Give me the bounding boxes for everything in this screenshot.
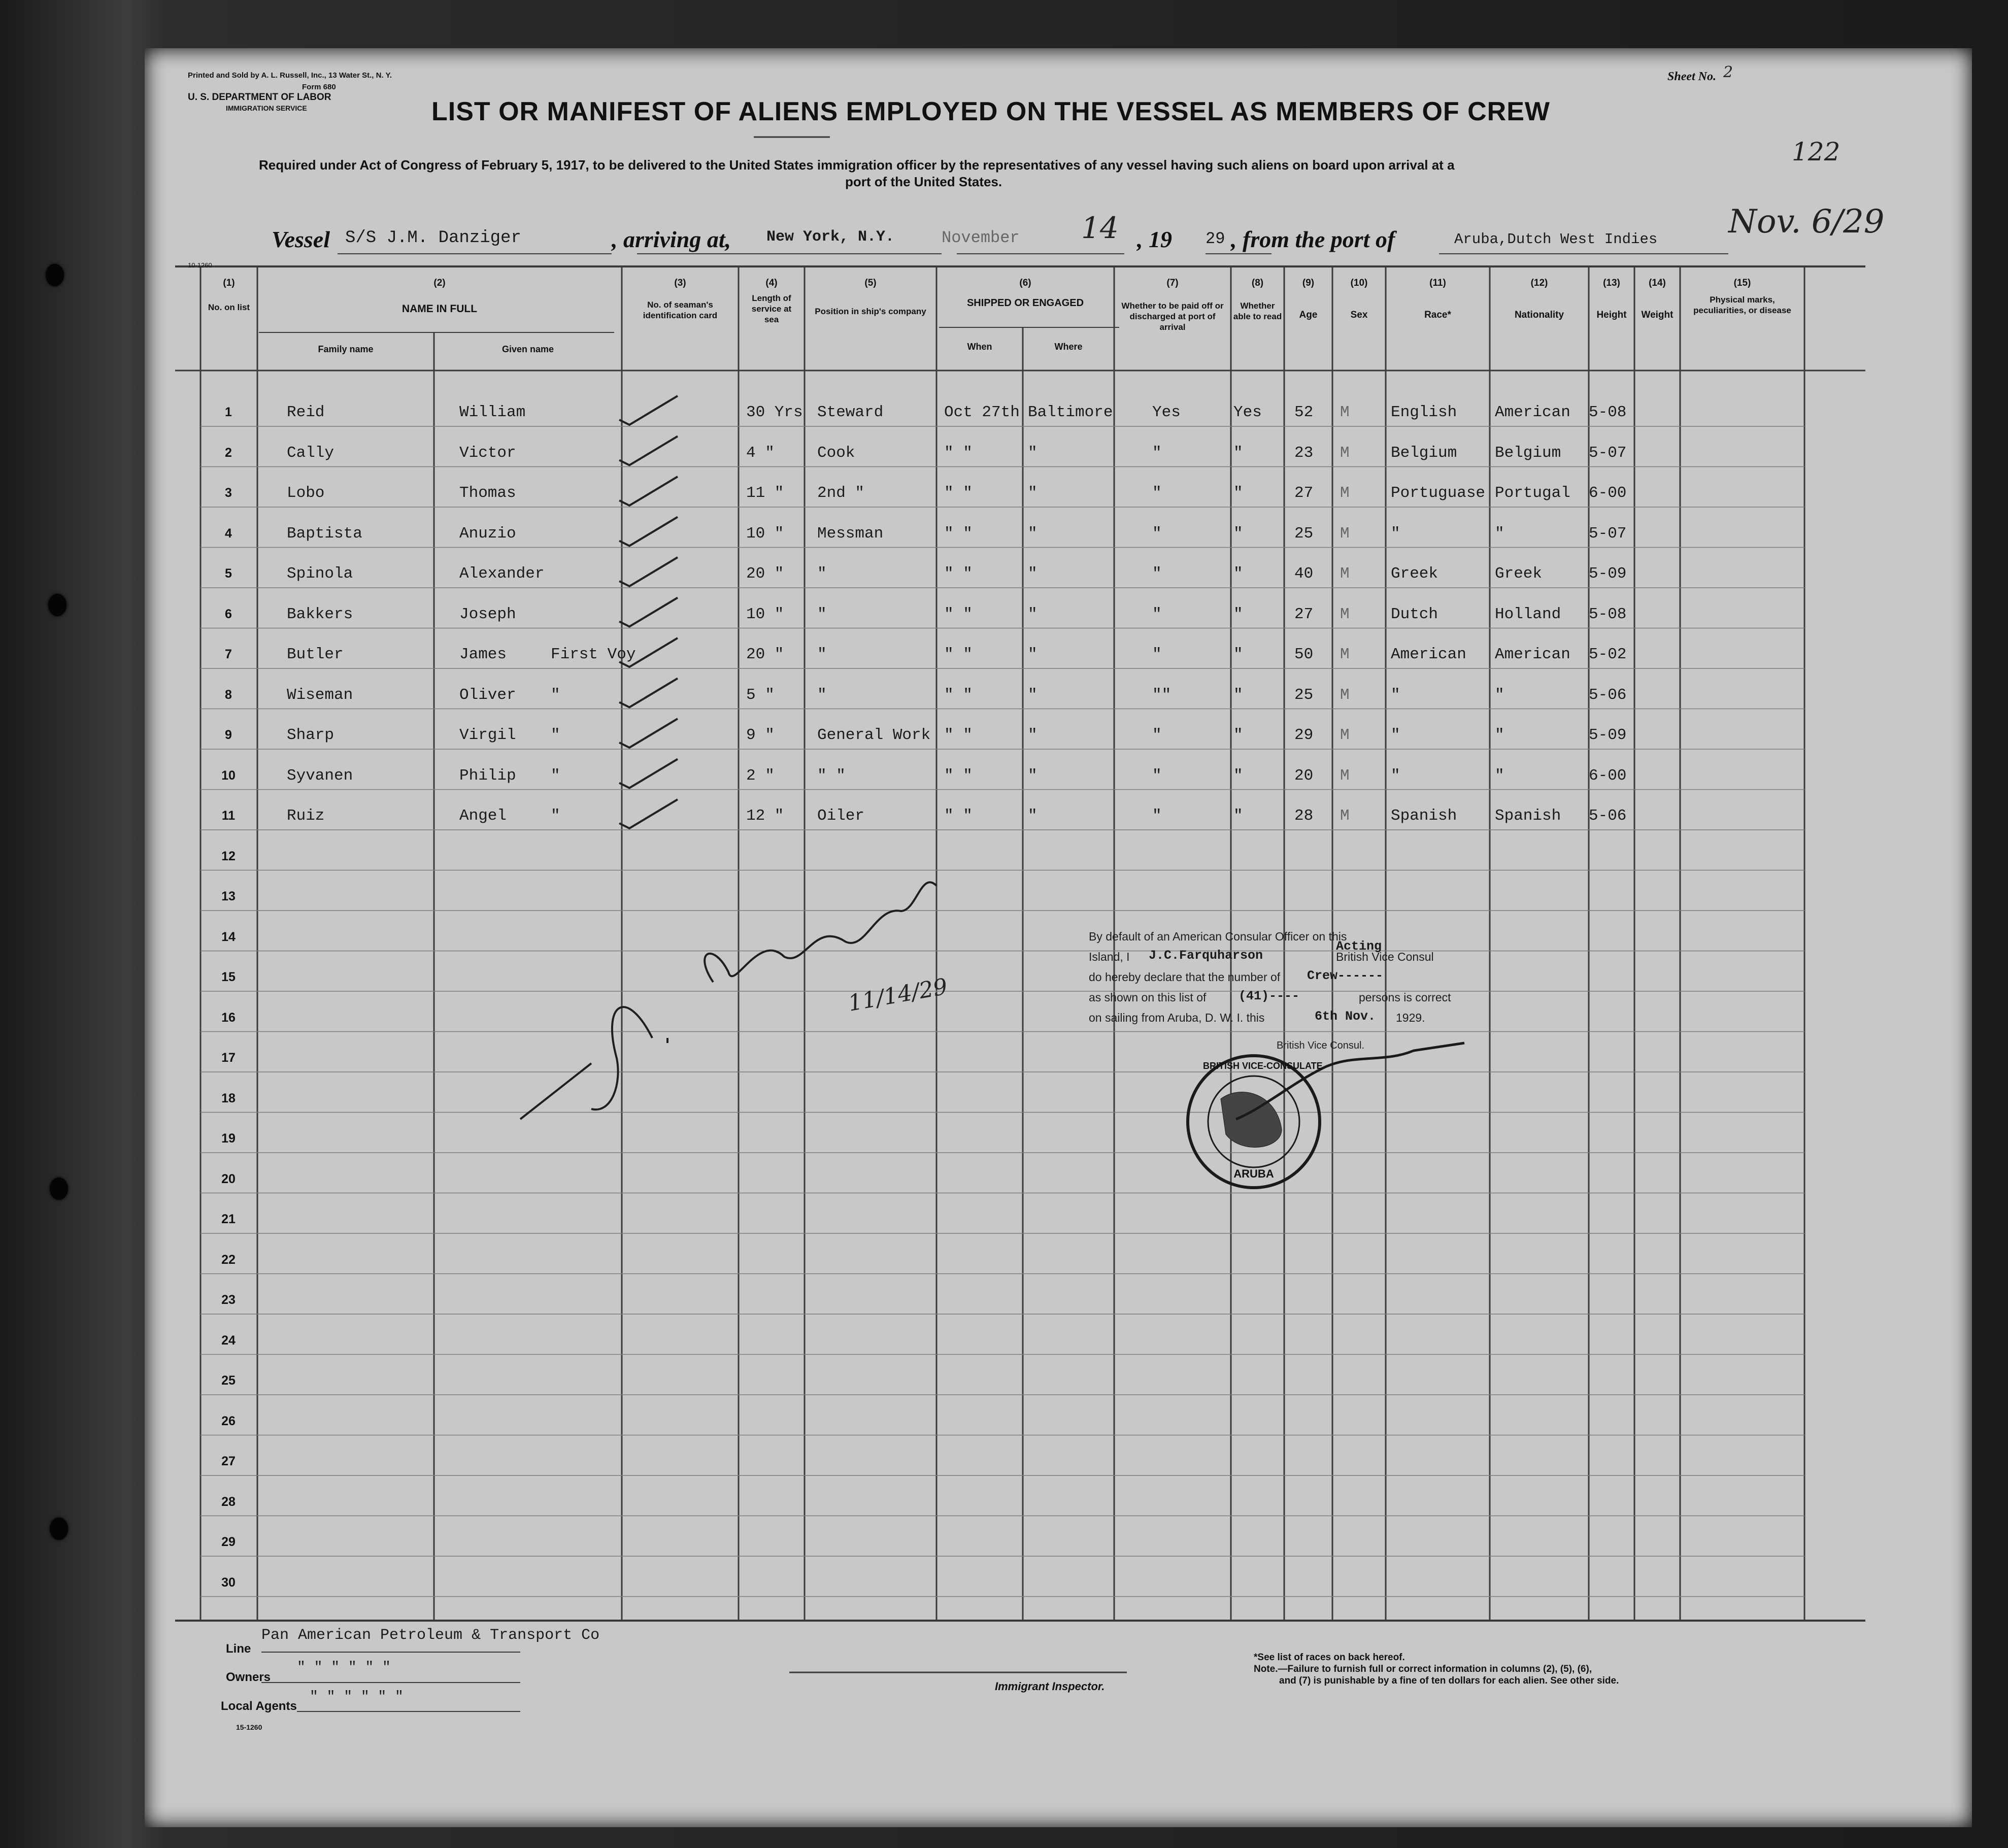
declaration-line-4: as shown on this list of (1089, 991, 1207, 1004)
cell-note: " (551, 686, 560, 704)
col-3-header: No. of seaman's identification card (643, 300, 718, 320)
cell-age: 25 (1294, 686, 1314, 704)
col-1-number: (1) (223, 278, 235, 288)
declaration-line-1: By default of an American Consular Officer on this (1089, 930, 1347, 943)
cell-given: Joseph (459, 605, 516, 623)
cell-nationality: Spanish (1495, 807, 1561, 825)
cell-family: Syvanen (287, 766, 353, 785)
row-number: 1 (225, 405, 232, 419)
declaration-signer-title: British Vice Consul. (1277, 1040, 1365, 1051)
cell-nationality: " (1495, 686, 1504, 704)
declaration-crew: Crew------ (1307, 968, 1384, 983)
cell-position: General Work (817, 726, 931, 744)
printer-line: Printed and Sold by A. L. Russell, Inc., 13 Water St., N. Y. (188, 71, 392, 80)
check-mark (619, 396, 678, 425)
cell-given: Angel (459, 807, 507, 825)
cell-position: " (817, 605, 827, 623)
cell-when: " " (944, 646, 973, 663)
cell-family: Butler (287, 646, 344, 663)
cell-family: Bakkers (287, 605, 353, 623)
cell-nationality: Belgium (1495, 444, 1561, 462)
row-number: 22 (221, 1252, 236, 1267)
cell-read: " (1233, 686, 1243, 704)
cell-height: 5-06 (1589, 686, 1627, 704)
cell-paid: " (1152, 484, 1162, 502)
cell-position: Steward (817, 404, 884, 421)
cell-height: 5-08 (1589, 605, 1627, 623)
cell-height: 5-09 (1589, 565, 1627, 583)
col-6-number: (6) (1019, 278, 1031, 288)
cell-sex: M (1340, 766, 1350, 785)
inspector-date: 11/14/29 (846, 973, 950, 1017)
cell-sex: M (1340, 444, 1350, 462)
declaration-consul-title: British Vice Consul (1336, 950, 1434, 963)
row-number: 15 (221, 970, 236, 984)
cell-paid: " (1152, 646, 1162, 663)
cell-sex: M (1340, 686, 1350, 704)
col-12-number: (12) (1530, 278, 1548, 288)
cell-length: 10 " (746, 605, 784, 623)
cell-length: 20 " (746, 565, 784, 583)
cell-race: Greek (1391, 565, 1438, 583)
check-mark (619, 598, 678, 627)
check-mark (619, 719, 678, 748)
form-code-bottom: 15-1260 (236, 1723, 262, 1731)
cell-sex: M (1340, 646, 1350, 663)
row-number: 9 (225, 728, 232, 742)
col-12-header: Nationality (1514, 310, 1564, 320)
col-2-number: (2) (433, 278, 446, 288)
check-mark (619, 679, 678, 708)
col-10-header: Sex (1350, 310, 1368, 320)
cell-given: Virgil (459, 726, 516, 744)
cell-read: " (1233, 565, 1243, 583)
cell-position: " (817, 646, 827, 663)
cell-height: 5-09 (1589, 726, 1627, 744)
row-number: 5 (225, 566, 232, 581)
cell-given: Thomas (459, 484, 516, 502)
footer-line-label: Line (226, 1642, 251, 1656)
col-15-number: (15) (1733, 278, 1751, 288)
consul-acting: Acting (1336, 939, 1382, 954)
cell-when: " " (944, 726, 973, 744)
cell-nationality: American (1495, 646, 1570, 663)
subtitle-line-2: port of the United States. (845, 174, 1002, 189)
cell-when: " " (944, 807, 973, 825)
cell-sex: M (1340, 484, 1350, 502)
arrival-year: 29 (1206, 229, 1225, 248)
cell-length: 10 " (746, 524, 784, 543)
binder-hole (50, 1178, 68, 1200)
footer-race-note: *See list of races on back hereof. (1254, 1652, 1405, 1663)
subtitle-line-1: Required under Act of Congress of February 5, 1917, to be delivered to the United States immigration officer by the representatives of any vessel having such aliens on board upon arrival at a (259, 157, 1455, 173)
col-5-header: Position in ship's company (815, 307, 926, 316)
col-7-header: Whether to be paid off or discharged at port of arrival (1121, 301, 1224, 332)
cell-race: Portuguase (1391, 484, 1486, 502)
immigrant-inspector-label: Immigrant Inspector. (995, 1680, 1105, 1693)
cell-age: 52 (1294, 404, 1314, 421)
col-13-header: Height (1596, 310, 1627, 320)
cell-when: " " (944, 565, 973, 583)
seal-top-text: BRITISH VICE-CONSULATE (1203, 1061, 1323, 1071)
col-14-header: Weight (1641, 310, 1674, 320)
footer-agents-value: " " " " " " (310, 1689, 404, 1705)
form-number: Form 680 (302, 83, 336, 91)
row-number: 16 (221, 1010, 236, 1025)
cell-height: 6-00 (1589, 484, 1627, 502)
row-number: 28 (221, 1494, 236, 1509)
row-number: 6 (225, 607, 232, 621)
cell-paid: " (1152, 726, 1162, 744)
cell-race: American (1391, 646, 1466, 663)
cell-read: " (1233, 766, 1243, 785)
footer-owners-value: " " " " " " (297, 1660, 391, 1675)
row-number: 30 (221, 1575, 236, 1590)
cell-family: Cally (287, 444, 334, 462)
cell-length: 4 " (746, 444, 775, 462)
row-number: 8 (225, 687, 232, 702)
arriving-label: , arriving at, (612, 226, 731, 252)
declaration-line-5: on sailing from Aruba, D. W. I. this (1089, 1011, 1265, 1024)
cell-nationality: American (1495, 404, 1570, 421)
cell-nationality: " (1495, 524, 1504, 543)
cell-height: 5-06 (1589, 807, 1627, 825)
cell-nationality: " (1495, 766, 1504, 785)
cell-age: 29 (1294, 726, 1314, 744)
cell-height: 6-00 (1589, 766, 1627, 785)
declaration-count: (41)---- (1239, 989, 1300, 1003)
cell-read: " (1233, 444, 1243, 462)
cell-height: 5-02 (1589, 646, 1627, 663)
cell-age: 50 (1294, 646, 1314, 663)
cell-given: Victor (459, 444, 516, 462)
cell-note: " (551, 807, 560, 825)
consul-name: J.C.Farquharson (1149, 948, 1263, 963)
cell-race: Belgium (1391, 444, 1457, 462)
col-2-header: NAME IN FULL (401, 303, 478, 315)
declaration-persons: persons is correct (1359, 991, 1451, 1004)
col-13-number: (13) (1603, 278, 1620, 288)
cell-age: 23 (1294, 444, 1314, 462)
cell-where: Baltimore (1028, 404, 1113, 421)
row-number: 21 (221, 1212, 236, 1226)
col-4-number: (4) (765, 278, 778, 288)
cell-note: " (551, 726, 560, 744)
row-number: 19 (221, 1131, 236, 1146)
inspector-signature (744, 921, 749, 922)
cell-age: 27 (1294, 484, 1314, 502)
row-number: 4 (225, 526, 232, 541)
sheet-number: 2 (1723, 63, 1733, 81)
cell-height: 5-08 (1589, 404, 1627, 421)
cell-paid: " (1152, 605, 1162, 623)
cell-where: " (1028, 646, 1038, 663)
binder-hole (46, 264, 64, 286)
cell-where: " (1028, 686, 1038, 704)
declaration-date: 6th Nov. (1315, 1009, 1376, 1024)
cell-height: 5-07 (1589, 444, 1627, 462)
cell-race: " (1391, 686, 1400, 704)
cell-sex: M (1340, 565, 1350, 583)
cell-age: 40 (1294, 565, 1314, 583)
check-mark (619, 759, 678, 788)
col-10-number: (10) (1350, 278, 1368, 288)
cell-family: Baptista (287, 524, 362, 543)
year-prefix: , 19 (1137, 226, 1172, 252)
cell-length: 20 " (746, 646, 784, 663)
cell-when: " " (944, 686, 973, 704)
cell-height: 5-07 (1589, 524, 1627, 543)
cell-race: Spanish (1391, 807, 1457, 825)
cell-where: " (1028, 484, 1038, 502)
cell-nationality: Portugal (1495, 484, 1570, 502)
cell-paid: " (1152, 565, 1162, 583)
cell-position: " (817, 565, 827, 583)
cell-paid: Yes (1152, 404, 1181, 421)
declaration-year: 1929. (1396, 1011, 1425, 1024)
cell-family: Spinola (287, 565, 353, 583)
cell-read: " (1233, 484, 1243, 502)
cell-paid: "" (1152, 686, 1172, 704)
cell-where: " (1028, 766, 1038, 785)
row-number: 7 (225, 647, 232, 661)
vessel-label: Vessel (272, 226, 330, 252)
binder-hole (50, 1518, 68, 1540)
col-11-header: Race* (1424, 310, 1451, 320)
cell-length: 9 " (746, 726, 775, 744)
cell-age: 27 (1294, 605, 1314, 623)
cell-where: " (1028, 807, 1038, 825)
cell-read: " (1233, 646, 1243, 663)
cell-nationality: Greek (1495, 565, 1543, 583)
cell-position: " " (817, 766, 846, 785)
arrival-month: November (942, 228, 1020, 247)
from-port: Aruba,Dutch West Indies (1454, 231, 1658, 248)
cell-sex: M (1340, 726, 1350, 744)
cell-note: " (551, 766, 560, 785)
cell-position: " (817, 686, 827, 704)
col-9-number: (9) (1302, 278, 1315, 288)
cell-length: 30 Yrs (746, 404, 803, 421)
col-2-family: Family name (318, 344, 374, 354)
cell-when: " " (944, 484, 973, 502)
vessel-name: S/S J.M. Danziger (345, 228, 521, 248)
service: IMMIGRATION SERVICE (226, 104, 307, 112)
cell-family: Sharp (287, 726, 334, 744)
footer-line-value: Pan American Petroleum & Transport Co (261, 1627, 600, 1644)
row-number: 26 (221, 1414, 236, 1428)
row-number: 27 (221, 1454, 236, 1468)
cell-when: " " (944, 605, 973, 623)
row-number: 20 (221, 1171, 236, 1186)
check-mark (619, 436, 678, 465)
footer-note-1: Note.—Failure to furnish full or correct information in columns (2), (5), (6), (1254, 1664, 1592, 1674)
cell-paid: " (1152, 524, 1162, 543)
row-number: 3 (225, 486, 232, 500)
row-number: 25 (221, 1373, 236, 1388)
footer-note-2: and (7) is punishable by a fine of ten dollars for each alien. See other side. (1279, 1675, 1619, 1686)
cell-race: " (1391, 766, 1400, 785)
col-15-header: Physical marks, peculiarities, or disease (1693, 295, 1791, 315)
col-14-number: (14) (1649, 278, 1666, 288)
cell-sex: M (1340, 605, 1350, 623)
cell-position: Cook (817, 444, 855, 462)
col-6-where: Where (1054, 342, 1083, 352)
cell-when: Oct 27th (944, 404, 1020, 421)
cell-length: 11 " (746, 484, 784, 502)
cell-length: 2 " (746, 766, 775, 785)
col-5-number: (5) (864, 278, 877, 288)
col-6-when: When (967, 342, 992, 352)
row-number: 23 (221, 1293, 236, 1307)
cell-read: " (1233, 605, 1243, 623)
row-number: 17 (221, 1051, 236, 1065)
cell-when: " " (944, 444, 973, 462)
cell-position: 2nd " (817, 484, 865, 502)
cell-race: English (1391, 404, 1457, 421)
cell-read: " (1233, 807, 1243, 825)
cell-where: " (1028, 726, 1038, 744)
cell-length: 5 " (746, 686, 775, 704)
form-title: LIST OR MANIFEST OF ALIENS EMPLOYED ON THE VESSEL AS MEMBERS OF CREW (431, 97, 1550, 126)
cell-given: William (459, 404, 526, 421)
declaration-line-3: do hereby declare that the number of (1089, 970, 1281, 984)
cell-nationality: Holland (1495, 605, 1561, 623)
cell-age: 28 (1294, 807, 1314, 825)
binder-hole (48, 594, 66, 616)
footer-owners-label: Owners (226, 1670, 271, 1684)
cell-given: Oliver (459, 686, 516, 704)
arrival-day: 14 (1081, 211, 1119, 245)
cell-where: " (1028, 524, 1038, 543)
cell-paid: " (1152, 807, 1162, 825)
cell-sex: M (1340, 807, 1350, 825)
col-11-number: (11) (1429, 278, 1446, 288)
col-1-header: No. on list (208, 303, 250, 312)
col-8-number: (8) (1251, 278, 1264, 288)
check-mark (619, 517, 678, 546)
col-7-number: (7) (1166, 278, 1179, 288)
row-number: 14 (221, 929, 236, 944)
col-9-header: Age (1299, 310, 1318, 320)
cell-read: " (1233, 524, 1243, 543)
cell-read: " (1233, 726, 1243, 744)
cell-paid: " (1152, 444, 1162, 462)
manifest-sheet (145, 48, 1972, 1827)
cell-family: Reid (287, 404, 325, 421)
cell-when: " " (944, 524, 973, 543)
declaration-island: Island, I (1089, 950, 1130, 963)
check-mark (619, 477, 678, 506)
row-number: 12 (221, 849, 236, 863)
form-code-top: 10-1260 (188, 261, 212, 269)
footer-agents-label: Local Agents (221, 1699, 297, 1713)
cell-where: " (1028, 605, 1038, 623)
check-mark (619, 799, 678, 828)
col-2-given: Given name (501, 344, 554, 354)
row-number: 11 (221, 809, 236, 823)
row-number: 2 (225, 445, 232, 460)
col-3-number: (3) (674, 278, 686, 288)
cell-age: 25 (1294, 524, 1314, 543)
cell-nationality: " (1495, 726, 1504, 744)
page-number: 122 (1792, 137, 1840, 166)
col-4-header: Length of service at sea (751, 293, 792, 324)
cell-race: Dutch (1391, 605, 1438, 623)
cell-given: Philip (459, 766, 516, 785)
department: U. S. DEPARTMENT OF LABOR (188, 92, 331, 103)
cell-family: Lobo (287, 484, 325, 502)
cell-length: 12 " (746, 807, 784, 825)
row-number: 24 (221, 1333, 236, 1348)
cell-read: Yes (1233, 404, 1262, 421)
row-number: 13 (221, 889, 236, 903)
col-6-header: SHIPPED OR ENGAGED (966, 297, 1084, 309)
cell-family: Wiseman (287, 686, 353, 704)
cell-sex: M (1340, 524, 1350, 543)
cell-position: Oiler (817, 807, 865, 825)
cell-given: Alexander (459, 565, 545, 583)
sheet-label: Sheet No. (1667, 70, 1716, 83)
row-number: 29 (221, 1535, 236, 1549)
handwritten-departure-date: Nov. 6/29 (1728, 203, 1885, 241)
cell-sex: M (1340, 404, 1350, 421)
cell-given: James (459, 646, 507, 663)
seal-bottom-text: ARUBA (1233, 1167, 1274, 1180)
cell-family: Ruiz (287, 807, 325, 825)
cell-age: 20 (1294, 766, 1314, 785)
cell-paid: " (1152, 766, 1162, 785)
cell-race: " (1391, 726, 1400, 744)
row-number: 18 (221, 1091, 236, 1105)
check-mark (619, 557, 678, 586)
from-port-label: , from the port of (1231, 226, 1395, 252)
row-number: 10 (221, 768, 236, 783)
cell-note: First Voy (551, 646, 636, 663)
arrival-port: New York, N.Y. (766, 228, 895, 246)
col-8-header: Whether able to read (1233, 301, 1282, 321)
cell-where: " (1028, 444, 1038, 462)
cell-position: Messman (817, 524, 884, 543)
cell-given: Anuzio (459, 524, 516, 543)
cell-race: " (1391, 524, 1400, 543)
cell-when: " " (944, 766, 973, 785)
cell-where: " (1028, 565, 1038, 583)
